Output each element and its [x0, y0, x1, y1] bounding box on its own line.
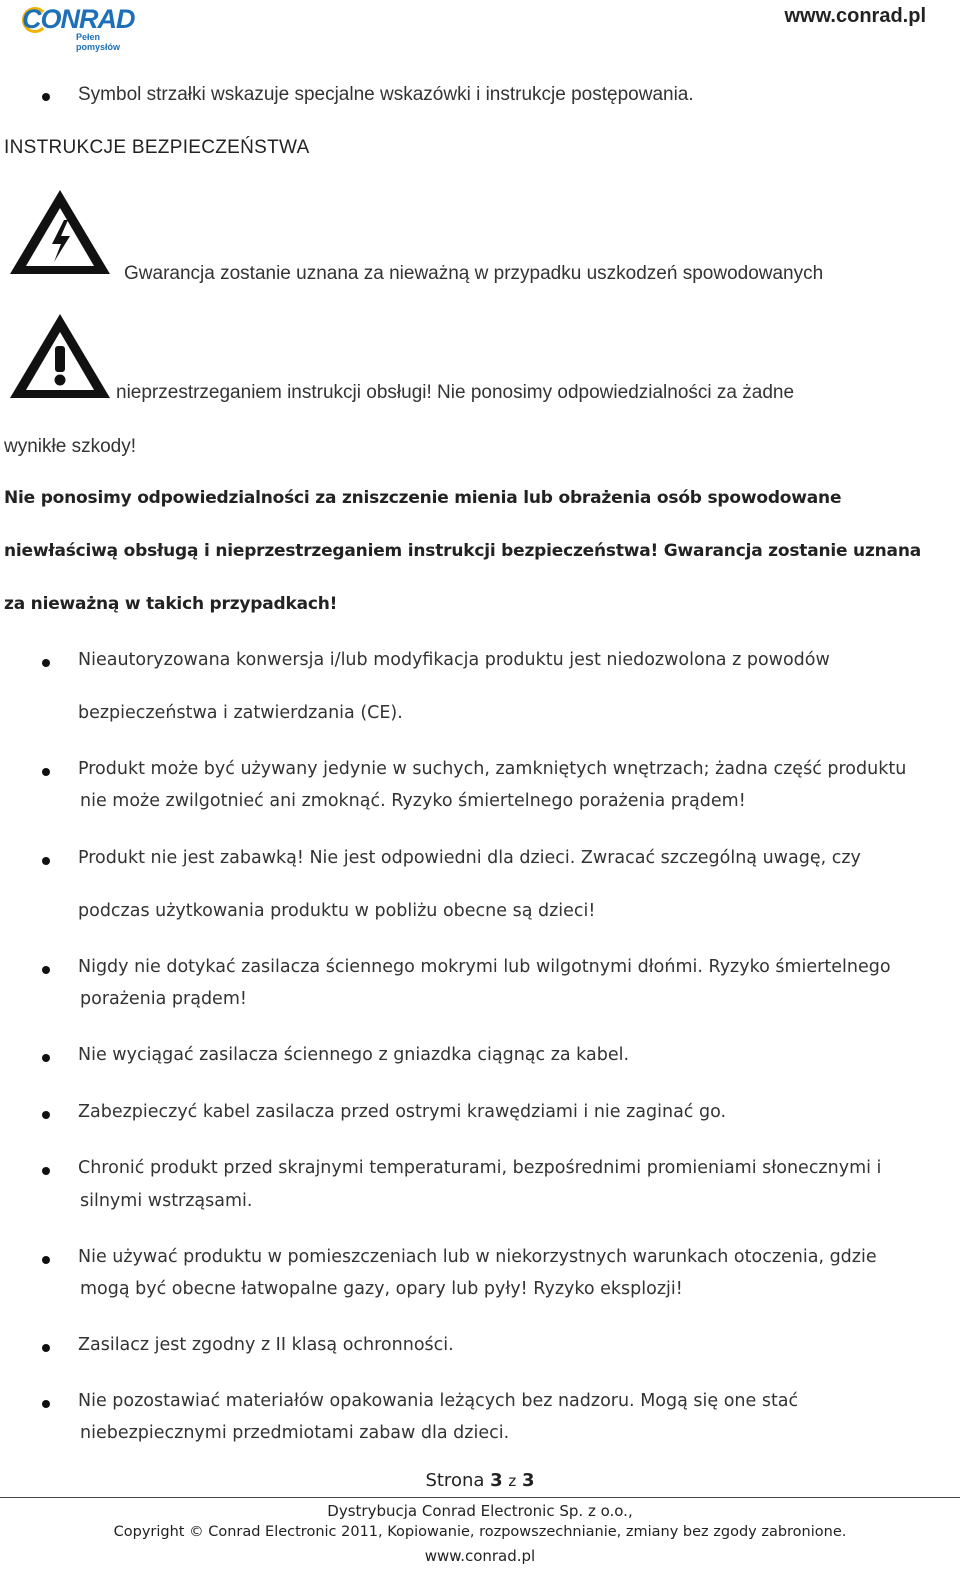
bullet-dot: [42, 1256, 50, 1264]
list-item: Produkt może być używany jedynie w suchych, zamkniętych wnętrzach; żadna część produktu: [78, 759, 907, 779]
list-item-continuation: bezpieczeństwa i zatwierdzania (CE).: [78, 703, 403, 723]
page-prefix: Strona: [425, 1470, 485, 1491]
bullet-dot: [42, 1167, 50, 1175]
logo-tagline: Pełen pomysłów: [76, 32, 121, 52]
page-number: [0, 1470, 960, 1491]
bullet-dot: [42, 1054, 50, 1062]
page-of: z: [508, 1472, 517, 1490]
list-item-continuation: podczas użytkowania produktu w pobliżu obecne są dzieci!: [78, 901, 596, 921]
page-total: 3: [522, 1470, 535, 1491]
footer-site-url: www.conrad.pl: [424, 1547, 536, 1565]
intro-bullet-text: Symbol strzałki wskazuje specjalne wskazówki i instrukcje postępowania.: [78, 84, 694, 105]
list-item: Zabezpieczyć kabel zasilacza przed ostrymi krawędziami i nie zaginać go.: [78, 1102, 727, 1122]
bold-paragraph-line-3: za nieważną w takich przypadkach!: [4, 594, 338, 614]
bullet-dot: [42, 857, 50, 865]
header-site-url: www.conrad.pl: [784, 5, 926, 27]
list-item: Zasilacz jest zgodny z II klasą ochronności.: [78, 1335, 454, 1355]
bullet-dot: [42, 768, 50, 776]
bold-paragraph-line-1: Nie ponosimy odpowiedzialności za zniszczenie mienia lub obrażenia osób spowodowane: [4, 488, 842, 508]
bullet-dot: [42, 966, 50, 974]
list-item: Nie wyciągać zasilacza ściennego z gniazdka ciągnąc za kabel.: [78, 1045, 630, 1065]
list-item: Nigdy nie dotykać zasilacza ściennego mokrymi lub wilgotnymi dłońmi. Ryzyko śmiertelnego: [78, 957, 891, 977]
exclamation-warning-icon: [6, 310, 114, 402]
conrad-logo: [22, 4, 142, 52]
bullet-dot: [42, 1344, 50, 1352]
list-item: Nieautoryzowana konwersja i/lub modyfikacja produktu jest niedozwolona z powodów: [78, 650, 830, 670]
list-item-continuation: nie może zwilgotnieć ani zmoknąć. Ryzyko śmiertelnego porażenia prądem!: [80, 791, 746, 811]
bullet-dot: [42, 93, 50, 101]
bullet-dot: [42, 659, 50, 667]
electric-hazard-icon: [6, 186, 114, 278]
list-item: Nie używać produktu w pomieszczeniach lub w niekorzystnych warunkach otoczenia, gdzie: [78, 1247, 877, 1267]
list-item-continuation: niebezpiecznymi przedmiotami zabaw dla dzieci.: [80, 1423, 510, 1443]
list-item: Produkt nie jest zabawką! Nie jest odpowiedni dla dzieci. Zwracać szczególną uwagę, czy: [78, 848, 861, 868]
bullet-dot: [42, 1111, 50, 1119]
warning-line-3: wynikłe szkody!: [4, 436, 136, 457]
footer-divider: [0, 1497, 960, 1498]
warning-line-2: nieprzestrzeganiem instrukcji obsługi! Nie ponosimy odpowiedzialności za żadne: [116, 382, 795, 403]
footer-copyright: Copyright © Conrad Electronic 2011, Kopiowanie, rozpowszechnianie, zmiany bez zgody zabronione.: [113, 1524, 847, 1540]
footer-distribution: Dystrybucja Conrad Electronic Sp. z o.o.,: [327, 1502, 633, 1520]
section-heading: INSTRUKCJE BEZPIECZEŃSTWA: [4, 137, 310, 158]
list-item-continuation: mogą być obecne łatwopalne gazy, opary lub pyły! Ryzyko eksplozji!: [80, 1279, 683, 1299]
list-item: Chronić produkt przed skrajnymi temperaturami, bezpośrednimi promieniami słonecznymi i: [78, 1158, 882, 1178]
bold-paragraph-line-2: niewłaściwą obsługą i nieprzestrzeganiem instrukcji bezpieczeństwa! Gwarancja zostanie uznana: [4, 541, 921, 561]
list-item: Nie pozostawiać materiałów opakowania leżących bez nadzoru. Mogą się one stać: [78, 1391, 799, 1411]
page-current: 3: [490, 1470, 503, 1491]
logo-wordmark: CONRAD: [22, 4, 135, 34]
list-item-continuation: silnymi wstrząsami.: [80, 1191, 253, 1211]
warning-line-1: Gwarancja zostanie uznana za nieważną w przypadku uszkodzeń spowodowanych: [124, 263, 824, 284]
list-item-continuation: porażenia prądem!: [80, 989, 247, 1009]
bullet-dot: [42, 1400, 50, 1408]
